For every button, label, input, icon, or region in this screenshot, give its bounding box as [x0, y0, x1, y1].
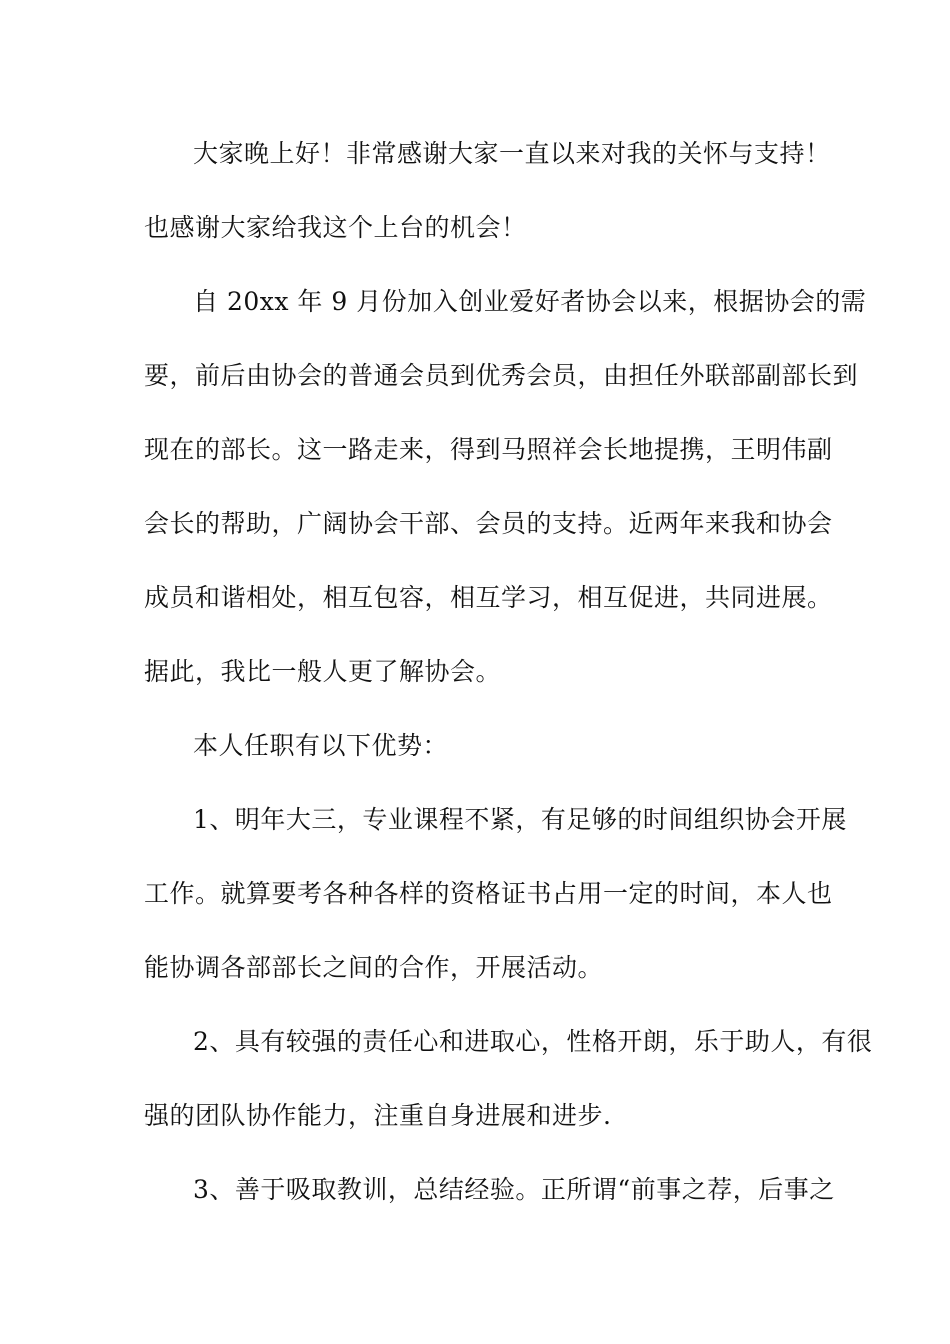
text-line-12: 能协调各部部长之间的合作，开展活动。 [144, 953, 604, 982]
text-line-1: 大家晚上好！非常感谢大家一直以来对我的关怀与支持！ [193, 139, 831, 168]
text-line-13: 2、具有较强的责任心和进取心，性格开朗，乐于助人，有很 [193, 1027, 873, 1056]
text-line-6: 会长的帮助，广阔协会干部、会员的支持。近两年来我和协会 [144, 509, 833, 538]
text-line-11: 工作。就算要考各种各样的资格证书占用一定的时间，本人也 [144, 879, 833, 908]
text-line-2: 也感谢大家给我这个上台的机会！ [144, 213, 527, 242]
text-line-8: 据此，我比一般人更了解协会。 [144, 657, 502, 686]
text-line-10: 1、明年大三，专业课程不紧，有足够的时间组织协会开展 [193, 805, 847, 834]
text-line-4: 要，前后由协会的普通会员到优秀会员，由担任外联部副部长到 [144, 361, 859, 390]
text-line-5: 现在的部长。这一路走来，得到马照祥会长地提携，王明伟副 [144, 435, 833, 464]
text-line-9: 本人任职有以下优势： [193, 731, 449, 760]
text-line-3: 自 20xx 年 9 月份加入创业爱好者协会以来，根据协会的需 [193, 287, 867, 316]
text-line-7: 成员和谐相处，相互包容，相互学习，相互促进，共同进展。 [144, 583, 833, 612]
text-line-15: 3、善于吸取教训，总结经验。正所谓“前事之荐，后事之 [193, 1175, 835, 1204]
text-line-14: 强的团队协作能力，注重自身进展和进步. [144, 1101, 612, 1130]
